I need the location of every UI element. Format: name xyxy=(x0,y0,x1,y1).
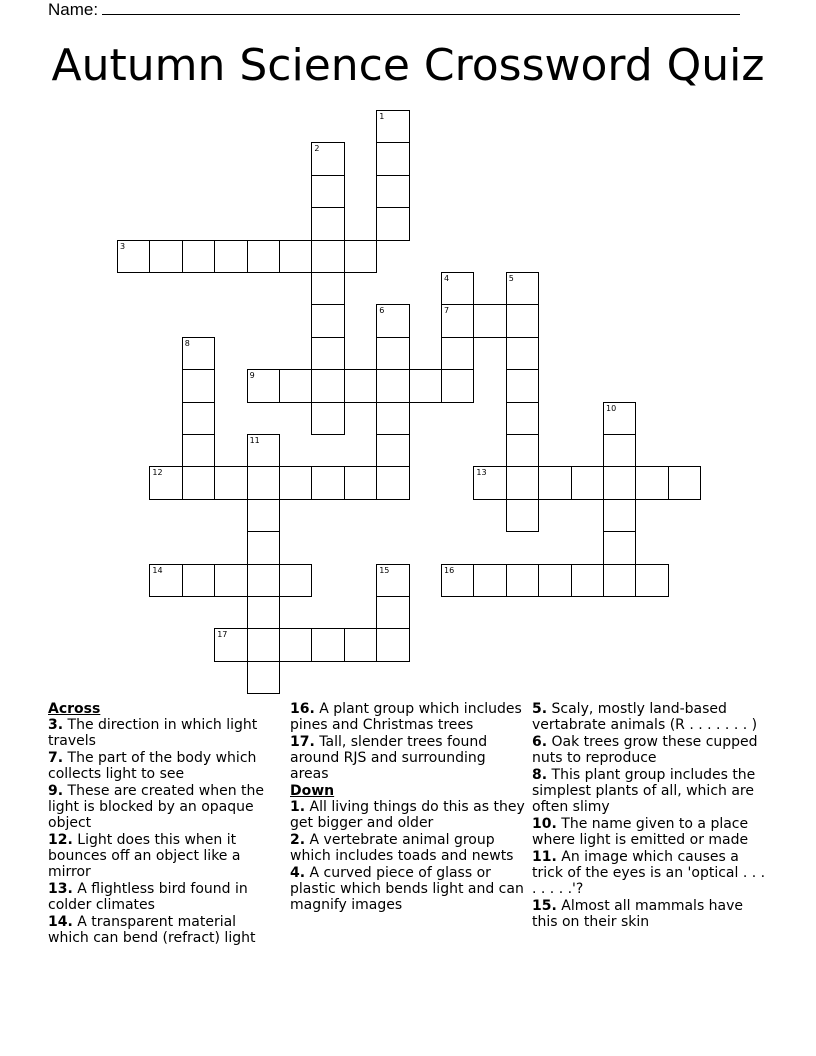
clue-number: 3 xyxy=(120,241,126,251)
clue xyxy=(48,783,273,831)
clue-text: A vertebrate animal group which includes toads and newts xyxy=(290,832,514,864)
grid-cell[interactable] xyxy=(441,369,474,402)
grid-cell[interactable] xyxy=(441,337,474,370)
clue-text: The name given to a place where light is emitted or made xyxy=(532,816,749,848)
clue xyxy=(290,734,525,782)
grid-cell[interactable] xyxy=(311,304,344,337)
grid-cell[interactable] xyxy=(344,240,377,273)
grid-cell[interactable] xyxy=(214,240,247,273)
clue-heading-across: Across xyxy=(48,701,101,717)
clue-text: An image which causes a trick of the eyes is an 'optical . . . . . . . .'? xyxy=(532,849,766,897)
clue-num: 4. xyxy=(290,865,306,881)
grid-cell[interactable] xyxy=(279,369,312,402)
grid-cell[interactable] xyxy=(376,596,409,629)
clue xyxy=(48,750,273,782)
clue-number: 15 xyxy=(379,565,390,575)
clue-num: 9. xyxy=(48,783,64,799)
clue-num: 12. xyxy=(48,832,73,848)
grid-cell[interactable] xyxy=(149,240,182,273)
grid-cell[interactable] xyxy=(506,369,539,402)
grid-cell[interactable] xyxy=(311,369,344,402)
clue-text: These are created when the light is blocked by an opaque object xyxy=(48,783,265,831)
grid-cell[interactable] xyxy=(247,564,280,597)
grid-cell[interactable] xyxy=(603,466,636,499)
clue-num: 8. xyxy=(532,767,548,783)
clue-number: 6 xyxy=(379,306,385,316)
grid-cell[interactable] xyxy=(311,272,344,305)
grid-cell[interactable] xyxy=(311,175,344,208)
grid-cell[interactable] xyxy=(506,434,539,467)
clue-num: 6. xyxy=(532,734,548,750)
clue-num: 15. xyxy=(532,898,557,914)
grid-cell[interactable] xyxy=(571,564,604,597)
grid-cell[interactable] xyxy=(247,531,280,564)
grid-cell[interactable] xyxy=(182,564,215,597)
clue-text: Light does this when it bounces off an object like a mirror xyxy=(48,832,241,880)
grid-cell[interactable] xyxy=(635,564,668,597)
grid-cell[interactable] xyxy=(247,596,280,629)
clue-number: 9 xyxy=(249,371,255,381)
clue-num: 11. xyxy=(532,849,557,865)
clue-number: 5 xyxy=(508,274,514,283)
grid-cell[interactable] xyxy=(247,240,280,273)
clue-num: 5. xyxy=(532,701,548,717)
grid-cell[interactable] xyxy=(376,466,409,499)
clue-num: 1. xyxy=(290,799,306,815)
clue xyxy=(532,734,770,766)
page-title: Autumn Science Crossword Quiz xyxy=(51,40,765,91)
grid-cell[interactable] xyxy=(182,402,215,435)
grid-cell[interactable] xyxy=(182,466,215,499)
clue-text: Oak trees grow these cupped nuts to reproduce xyxy=(532,734,758,766)
grid-cell[interactable] xyxy=(506,337,539,370)
clue-number: 8 xyxy=(184,338,190,348)
clue-number: 1 xyxy=(379,112,385,121)
grid-cell[interactable] xyxy=(409,369,442,402)
clue-num: 14. xyxy=(48,914,73,930)
clue-num: 17. xyxy=(290,734,315,750)
clue-number: 14 xyxy=(152,565,163,575)
clue-text: Tall, slender trees found around RJS and surrounding areas xyxy=(290,734,488,782)
grid-cell[interactable] xyxy=(311,240,344,273)
grid-cell[interactable] xyxy=(473,304,506,337)
clue xyxy=(290,701,525,733)
clue xyxy=(532,816,770,848)
clue-text: The part of the body which collects light to see xyxy=(48,750,257,782)
clue-text: Almost all mammals have this on their skin xyxy=(532,898,744,930)
grid-cell[interactable] xyxy=(538,564,571,597)
grid-cell[interactable] xyxy=(214,466,247,499)
clue xyxy=(48,717,273,749)
grid-cell[interactable] xyxy=(247,661,280,694)
name-label: Name: xyxy=(48,0,99,19)
grid-cell[interactable] xyxy=(376,207,409,240)
clue-text: The direction in which light travels xyxy=(48,717,258,749)
clue-num: 10. xyxy=(532,816,557,832)
clue-number: 13 xyxy=(476,468,487,478)
clue-text: This plant group includes the simplest plants of all, which are often slimy xyxy=(532,767,756,815)
clue-number: 4 xyxy=(444,274,450,283)
clue-num: 16. xyxy=(290,701,315,717)
grid-cell[interactable] xyxy=(344,466,377,499)
grid-cell[interactable] xyxy=(311,337,344,370)
clue-number: 10 xyxy=(606,403,617,413)
clue xyxy=(290,799,525,831)
grid-cell[interactable] xyxy=(376,628,409,661)
clue-num: 13. xyxy=(48,881,73,897)
grid-cell[interactable] xyxy=(506,304,539,337)
clue xyxy=(532,898,770,930)
clue xyxy=(532,701,770,733)
clue-number: 2 xyxy=(314,144,320,154)
grid-cell[interactable] xyxy=(311,207,344,240)
grid-cell[interactable] xyxy=(311,466,344,499)
grid-cell[interactable] xyxy=(247,466,280,499)
grid-cell[interactable] xyxy=(247,499,280,532)
clue xyxy=(48,832,273,880)
grid-cell[interactable] xyxy=(603,531,636,564)
clue xyxy=(532,767,770,815)
clue-column-2 xyxy=(290,701,525,914)
clue xyxy=(48,914,273,946)
grid-cell[interactable] xyxy=(473,564,506,597)
grid-cell[interactable] xyxy=(344,369,377,402)
clue-num: 3. xyxy=(48,717,64,733)
grid-cell[interactable] xyxy=(182,369,215,402)
clue xyxy=(290,832,525,864)
grid-cell[interactable] xyxy=(376,337,409,370)
grid-cell[interactable] xyxy=(279,240,312,273)
grid-cell[interactable] xyxy=(376,402,409,435)
clue-text: A transparent material which can bend (refract) light xyxy=(48,914,256,946)
grid-cell[interactable] xyxy=(635,466,668,499)
grid-cell[interactable] xyxy=(603,564,636,597)
clue-number: 11 xyxy=(249,436,260,445)
grid-cell[interactable] xyxy=(279,564,312,597)
grid-cell[interactable] xyxy=(571,466,604,499)
clue-num: 2. xyxy=(290,832,306,848)
grid-cell[interactable] xyxy=(668,466,701,499)
grid-cell[interactable] xyxy=(506,402,539,435)
grid-cell[interactable] xyxy=(311,402,344,435)
clue-text: A plant group which includes pines and Christmas trees xyxy=(290,701,522,733)
grid-cell[interactable] xyxy=(279,628,312,661)
grid-cell[interactable] xyxy=(376,369,409,402)
clue-text: A flightless bird found in colder climates xyxy=(48,881,248,913)
grid-cell[interactable] xyxy=(182,240,215,273)
clue-text: Scaly, mostly land-based vertabrate animals (R . . . . . . . ) xyxy=(532,701,758,733)
clue xyxy=(48,881,273,913)
clue xyxy=(532,849,770,897)
grid-cell[interactable] xyxy=(538,466,571,499)
clue-column-1 xyxy=(48,701,273,947)
grid-cell[interactable] xyxy=(603,434,636,467)
grid-cell[interactable] xyxy=(506,564,539,597)
clue-text: All living things do this as they get bigger and older xyxy=(290,799,525,831)
grid-cell[interactable] xyxy=(214,564,247,597)
grid-cell[interactable] xyxy=(376,434,409,467)
grid-cell[interactable] xyxy=(506,466,539,499)
clue-num: 7. xyxy=(48,750,64,766)
grid-cell[interactable] xyxy=(279,466,312,499)
grid-cell[interactable] xyxy=(506,499,539,532)
clue-column-3 xyxy=(532,701,770,931)
clue-heading-down: Down xyxy=(290,783,335,799)
grid-cell[interactable] xyxy=(182,434,215,467)
clue-number: 17 xyxy=(217,630,228,640)
grid-cell[interactable] xyxy=(376,142,409,175)
grid-cell[interactable] xyxy=(311,628,344,661)
clue xyxy=(290,865,525,913)
clue-number: 12 xyxy=(152,468,163,478)
grid-cell[interactable] xyxy=(603,499,636,532)
clue-text: A curved piece of glass or plastic which bends light and can magnify images xyxy=(290,865,524,913)
grid-cell[interactable] xyxy=(344,628,377,661)
clue-number: 7 xyxy=(444,306,450,316)
grid-cell[interactable] xyxy=(247,628,280,661)
clue-number: 16 xyxy=(444,565,455,575)
grid-cell[interactable] xyxy=(376,175,409,208)
